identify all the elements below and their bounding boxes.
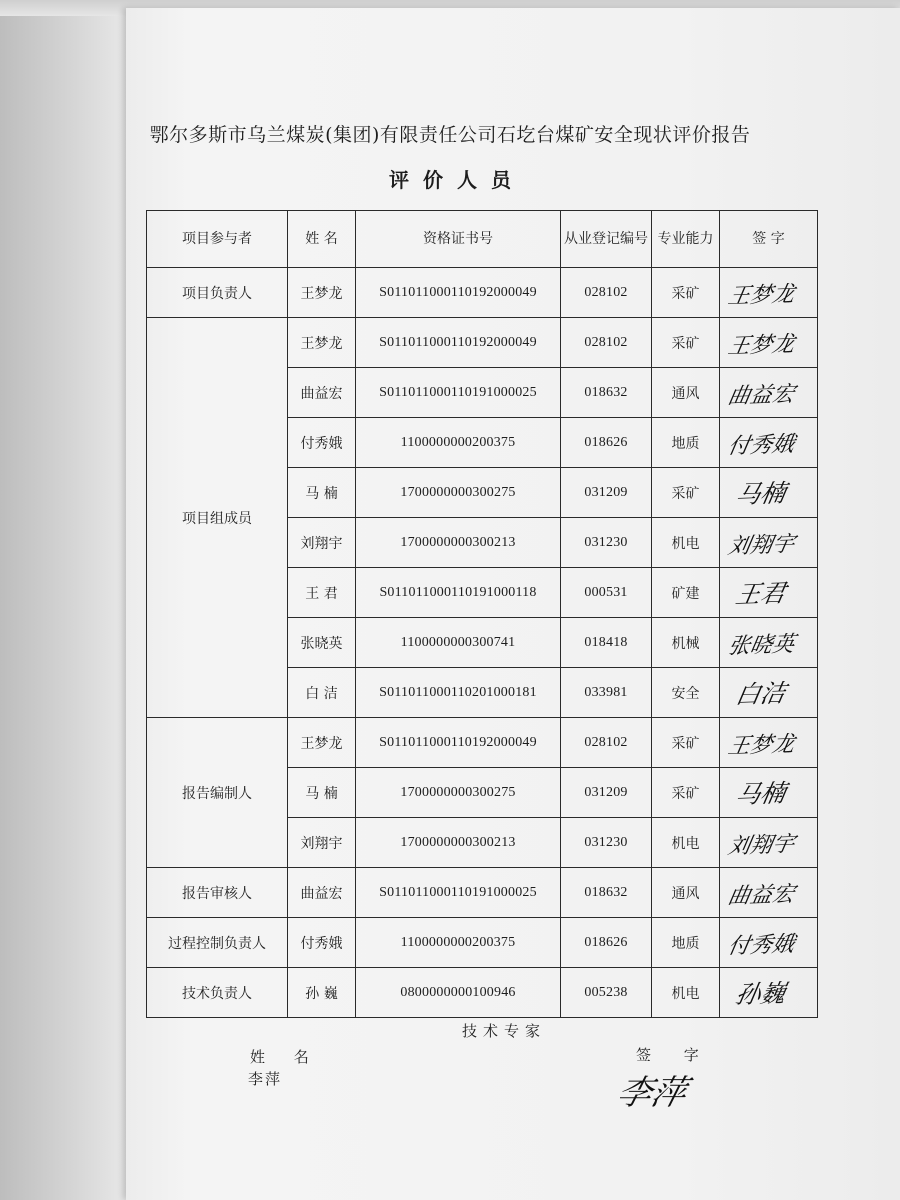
- role-cell: 报告编制人: [147, 718, 288, 868]
- reg-cell: 005238: [561, 968, 652, 1018]
- cert-cell: S011011000110191000025: [356, 368, 561, 418]
- name-cell: 王梦龙: [288, 268, 356, 318]
- table-row: [147, 718, 818, 768]
- skill-cell: 机械: [652, 618, 720, 668]
- signature-text: 付秀娥: [725, 430, 797, 459]
- table-row: [147, 968, 818, 1018]
- role-cell: 技术负责人: [147, 968, 288, 1018]
- name-cell: 刘翔宇: [288, 518, 356, 568]
- expert-name-header: 姓 名: [250, 1048, 321, 1066]
- signature-mark: [720, 322, 817, 364]
- signature-cell: [720, 468, 818, 518]
- role-cell: 项目组成员: [147, 318, 288, 718]
- signature-cell: [720, 418, 818, 468]
- table-row: [147, 268, 818, 318]
- skill-cell: 机电: [652, 818, 720, 868]
- signature-cell: [720, 568, 818, 618]
- signature-text: 王君: [733, 578, 789, 609]
- cert-cell: S011011000110201000181: [356, 668, 561, 718]
- name-cell: 曲益宏: [288, 868, 356, 918]
- header-sign: 签 字: [720, 211, 818, 268]
- cert-cell: 1700000000300213: [356, 818, 561, 868]
- name-cell: 付秀娥: [288, 918, 356, 968]
- signature-cell: [720, 818, 818, 868]
- reg-cell: 018626: [561, 918, 652, 968]
- signature-cell: [720, 718, 818, 768]
- reg-cell: 028102: [561, 718, 652, 768]
- skill-cell: 采矿: [652, 268, 720, 318]
- reg-cell: 018632: [561, 868, 652, 918]
- cert-cell: S011011000110192000049: [356, 318, 561, 368]
- signature-text: 刘翔宇: [725, 830, 797, 859]
- signature-cell: [720, 318, 818, 368]
- cert-cell: S011011000110191000025: [356, 868, 561, 918]
- skill-cell: 采矿: [652, 468, 720, 518]
- name-cell: 王梦龙: [288, 318, 356, 368]
- signature-text: 曲益宏: [725, 380, 797, 409]
- signature-mark: [720, 722, 817, 764]
- signature-mark: [720, 622, 817, 664]
- cert-cell: 1700000000300275: [356, 768, 561, 818]
- signature-text: 曲益宏: [725, 880, 797, 909]
- reg-cell: 031209: [561, 468, 652, 518]
- skill-cell: 地质: [652, 918, 720, 968]
- signature-text: 王梦龙: [725, 280, 797, 309]
- skill-cell: 矿建: [652, 568, 720, 618]
- reg-cell: 028102: [561, 318, 652, 368]
- name-cell: 马 楠: [288, 468, 356, 518]
- skill-cell: 采矿: [652, 768, 720, 818]
- name-cell: 孙 巍: [288, 968, 356, 1018]
- signature-cell: [720, 268, 818, 318]
- expert-signature: [620, 1060, 730, 1124]
- name-cell: 马 楠: [288, 768, 356, 818]
- svg-text:李萍: 李萍: [620, 1073, 691, 1113]
- skill-cell: 地质: [652, 418, 720, 468]
- signature-cell: [720, 668, 818, 718]
- name-cell: 王梦龙: [288, 718, 356, 768]
- reg-cell: 031209: [561, 768, 652, 818]
- role-cell: 过程控制负责人: [147, 918, 288, 968]
- cert-cell: S011011000110192000049: [356, 718, 561, 768]
- signature-cell: [720, 768, 818, 818]
- role-cell: 报告审核人: [147, 868, 288, 918]
- skill-cell: 采矿: [652, 318, 720, 368]
- signature-mark: [720, 372, 817, 414]
- table-header-row: [147, 211, 818, 268]
- document-title: 鄂尔多斯市乌兰煤炭(集团)有限责任公司石圪台煤矿安全现状评价报告: [149, 124, 751, 146]
- signature-mark: [720, 272, 817, 314]
- cert-cell: 1100000000200375: [356, 418, 561, 468]
- signature-text: 孙巍: [733, 978, 789, 1009]
- signature-text: 马楠: [733, 778, 789, 809]
- cert-cell: 1100000000200375: [356, 918, 561, 968]
- staff-table: [146, 210, 818, 1018]
- expert-sign-header: 签 字: [636, 1046, 713, 1064]
- skill-cell: 安全: [652, 668, 720, 718]
- cert-cell: 1700000000300213: [356, 518, 561, 568]
- signature-text: 王梦龙: [725, 330, 797, 359]
- reg-cell: 018626: [561, 418, 652, 468]
- expert-section-title: 技术专家: [462, 1022, 547, 1040]
- signature-mark: [720, 572, 817, 614]
- reg-cell: 028102: [561, 268, 652, 318]
- cert-cell: S011011000110192000049: [356, 268, 561, 318]
- expert-name: 李萍: [248, 1070, 283, 1088]
- skill-cell: 机电: [652, 518, 720, 568]
- reg-cell: 000531: [561, 568, 652, 618]
- skill-cell: 采矿: [652, 718, 720, 768]
- signature-text: 刘翔宇: [725, 530, 797, 559]
- signature-cell: [720, 868, 818, 918]
- signature-mark: [720, 872, 817, 914]
- signature-text: 白洁: [733, 678, 789, 709]
- header-cert: 资格证书号: [356, 211, 561, 268]
- signature-mark: [720, 522, 817, 564]
- signature-text: 马楠: [733, 478, 789, 509]
- signature-cell: [720, 618, 818, 668]
- signature-mark: [720, 672, 817, 714]
- document-subtitle: 评价人员: [389, 168, 525, 192]
- reg-cell: 018632: [561, 368, 652, 418]
- signature-mark: [720, 772, 817, 814]
- name-cell: 张晓英: [288, 618, 356, 668]
- name-cell: 曲益宏: [288, 368, 356, 418]
- table-row: [147, 868, 818, 918]
- role-cell: 项目负责人: [147, 268, 288, 318]
- table-row: [147, 918, 818, 968]
- signature-cell: [720, 368, 818, 418]
- signature-mark: [720, 972, 817, 1014]
- reg-cell: 018418: [561, 618, 652, 668]
- name-cell: 王 君: [288, 568, 356, 618]
- signature-cell: [720, 968, 818, 1018]
- cert-cell: 1100000000300741: [356, 618, 561, 668]
- skill-cell: 机电: [652, 968, 720, 1018]
- cert-cell: 0800000000100946: [356, 968, 561, 1018]
- cert-cell: 1700000000300275: [356, 468, 561, 518]
- signature-mark: [720, 472, 817, 514]
- signature-mark: [720, 422, 817, 464]
- signature-mark: [720, 822, 817, 864]
- signature-cell: [720, 518, 818, 568]
- cert-cell: S011011000110191000118: [356, 568, 561, 618]
- signature-mark: [720, 922, 817, 964]
- skill-cell: 通风: [652, 368, 720, 418]
- signature-text: 王梦龙: [725, 730, 797, 759]
- header-skill: 专业能力: [652, 211, 720, 268]
- name-cell: 刘翔宇: [288, 818, 356, 868]
- table-row: [147, 318, 818, 368]
- reg-cell: 031230: [561, 518, 652, 568]
- name-cell: 付秀娥: [288, 418, 356, 468]
- name-cell: 白 洁: [288, 668, 356, 718]
- header-role: 项目参与者: [147, 211, 288, 268]
- signature-text: 付秀娥: [725, 930, 797, 959]
- reg-cell: 031230: [561, 818, 652, 868]
- signature-cell: [720, 918, 818, 968]
- header-reg: 从业登记编号: [561, 211, 652, 268]
- reg-cell: 033981: [561, 668, 652, 718]
- skill-cell: 通风: [652, 868, 720, 918]
- header-name: 姓 名: [288, 211, 356, 268]
- signature-text: 张晓英: [725, 630, 797, 659]
